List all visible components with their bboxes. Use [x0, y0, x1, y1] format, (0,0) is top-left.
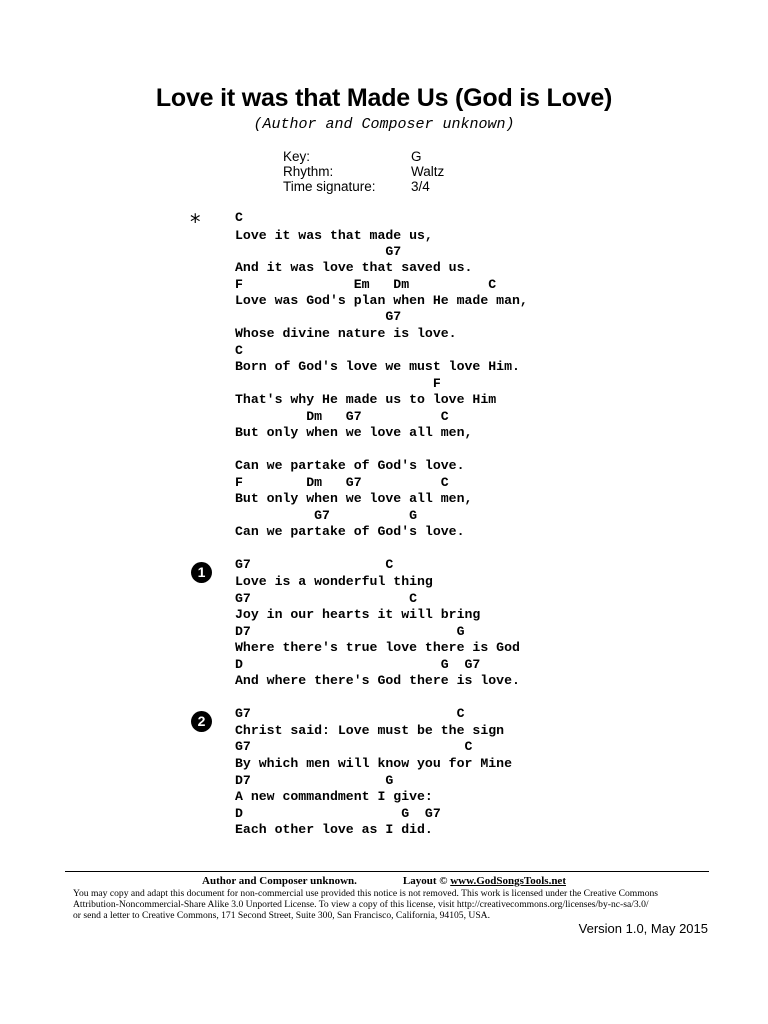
lyric-line: Love it was that made us,	[235, 228, 433, 243]
rhythm-label: Rhythm:	[283, 164, 334, 179]
song-meta	[283, 149, 444, 194]
song-title: Love it was that Made Us (God is Love)	[155, 84, 613, 112]
verse-2-marker-icon: 2	[191, 711, 212, 732]
version-label: Version 1.0, May 2015	[578, 921, 708, 936]
chord-line: G7	[235, 309, 402, 324]
song-subtitle: (Author and Composer unknown)	[253, 116, 515, 133]
chord-line: F Dm G7 C	[235, 475, 449, 490]
lyric-line: Can we partake of God's love.	[235, 524, 465, 539]
license-line: Attribution-Noncommercial-Share Alike 3.0 Unported License. To view a copy of this license, visit http://creativecommons.org/licenses/by-nc-sa/3.0/	[73, 899, 649, 910]
lyric-line: Born of God's love we must love Him.	[235, 359, 520, 374]
website-link[interactable]: www.GodSongsTools.net	[450, 875, 566, 887]
lyric-line: Can we partake of God's love.	[235, 458, 465, 473]
chord-line: G7 G	[235, 508, 418, 523]
credit-author: Author and Composer unknown.	[202, 875, 357, 887]
chord-line: D G G7	[235, 657, 481, 672]
lyric-line: By which men will know you for Mine	[235, 756, 512, 771]
chord-line: Dm G7 C	[235, 409, 449, 424]
lyric-line: Whose divine nature is love.	[235, 326, 457, 341]
lyric-line: Where there's true love there is God	[235, 640, 520, 655]
lyric-line: But only when we love all men,	[235, 425, 473, 440]
time-signature-label: Time signature:	[283, 179, 376, 194]
lyric-line: Each other love as I did.	[235, 822, 433, 837]
lyric-line: Christ said: Love must be the sign	[235, 723, 505, 738]
lyric-line: Joy in our hearts it will bring	[235, 607, 481, 622]
time-signature-row	[283, 179, 444, 194]
key-value: G	[411, 149, 422, 164]
chord-line: D7 G	[235, 773, 394, 788]
chord-line: G7 C	[235, 706, 465, 721]
chord-line: G7 C	[235, 591, 418, 606]
footer-divider	[65, 871, 709, 872]
chord-line: F Em Dm C	[235, 277, 497, 292]
chord-line: C	[235, 210, 243, 225]
chord-line: G7 C	[235, 739, 473, 754]
chord-line: G7	[235, 244, 402, 259]
verse-1-marker-icon: 1	[191, 562, 212, 583]
lyric-line: And it was love that saved us.	[235, 260, 473, 275]
lyric-line: But only when we love all men,	[235, 491, 473, 506]
license-line: You may copy and adapt this document for non-commercial use provided this notice is not removed. This work is licensed under the Creative Commons	[73, 888, 659, 899]
key-label: Key:	[283, 149, 311, 164]
lyric-line: That's why He made us to love Him	[235, 392, 497, 407]
rhythm-value: Waltz	[411, 164, 445, 179]
rhythm-row	[283, 164, 444, 179]
chorus-marker-icon: *	[190, 210, 201, 234]
chord-line: D7 G	[235, 624, 465, 639]
chord-line: F	[235, 376, 441, 391]
chord-line: C	[235, 343, 243, 358]
lyric-line: Love was God's plan when He made man,	[235, 293, 528, 308]
chord-line: D G G7	[235, 806, 441, 821]
credit-layout: Layout ©	[402, 875, 448, 887]
footer-credit	[0, 875, 768, 888]
time-signature-value: 3/4	[411, 179, 430, 194]
license-line: or send a letter to Creative Commons, 171 Second Street, Suite 300, San Francisco, California, 94105, USA.	[73, 910, 490, 921]
license-notice	[73, 888, 658, 921]
key-row	[283, 149, 444, 164]
chord-line: G7 C	[235, 557, 394, 572]
lyric-line: A new commandment I give:	[235, 789, 433, 804]
lyric-line: And where there's God there is love.	[235, 673, 520, 688]
lyric-line: Love is a wonderful thing	[235, 574, 433, 589]
